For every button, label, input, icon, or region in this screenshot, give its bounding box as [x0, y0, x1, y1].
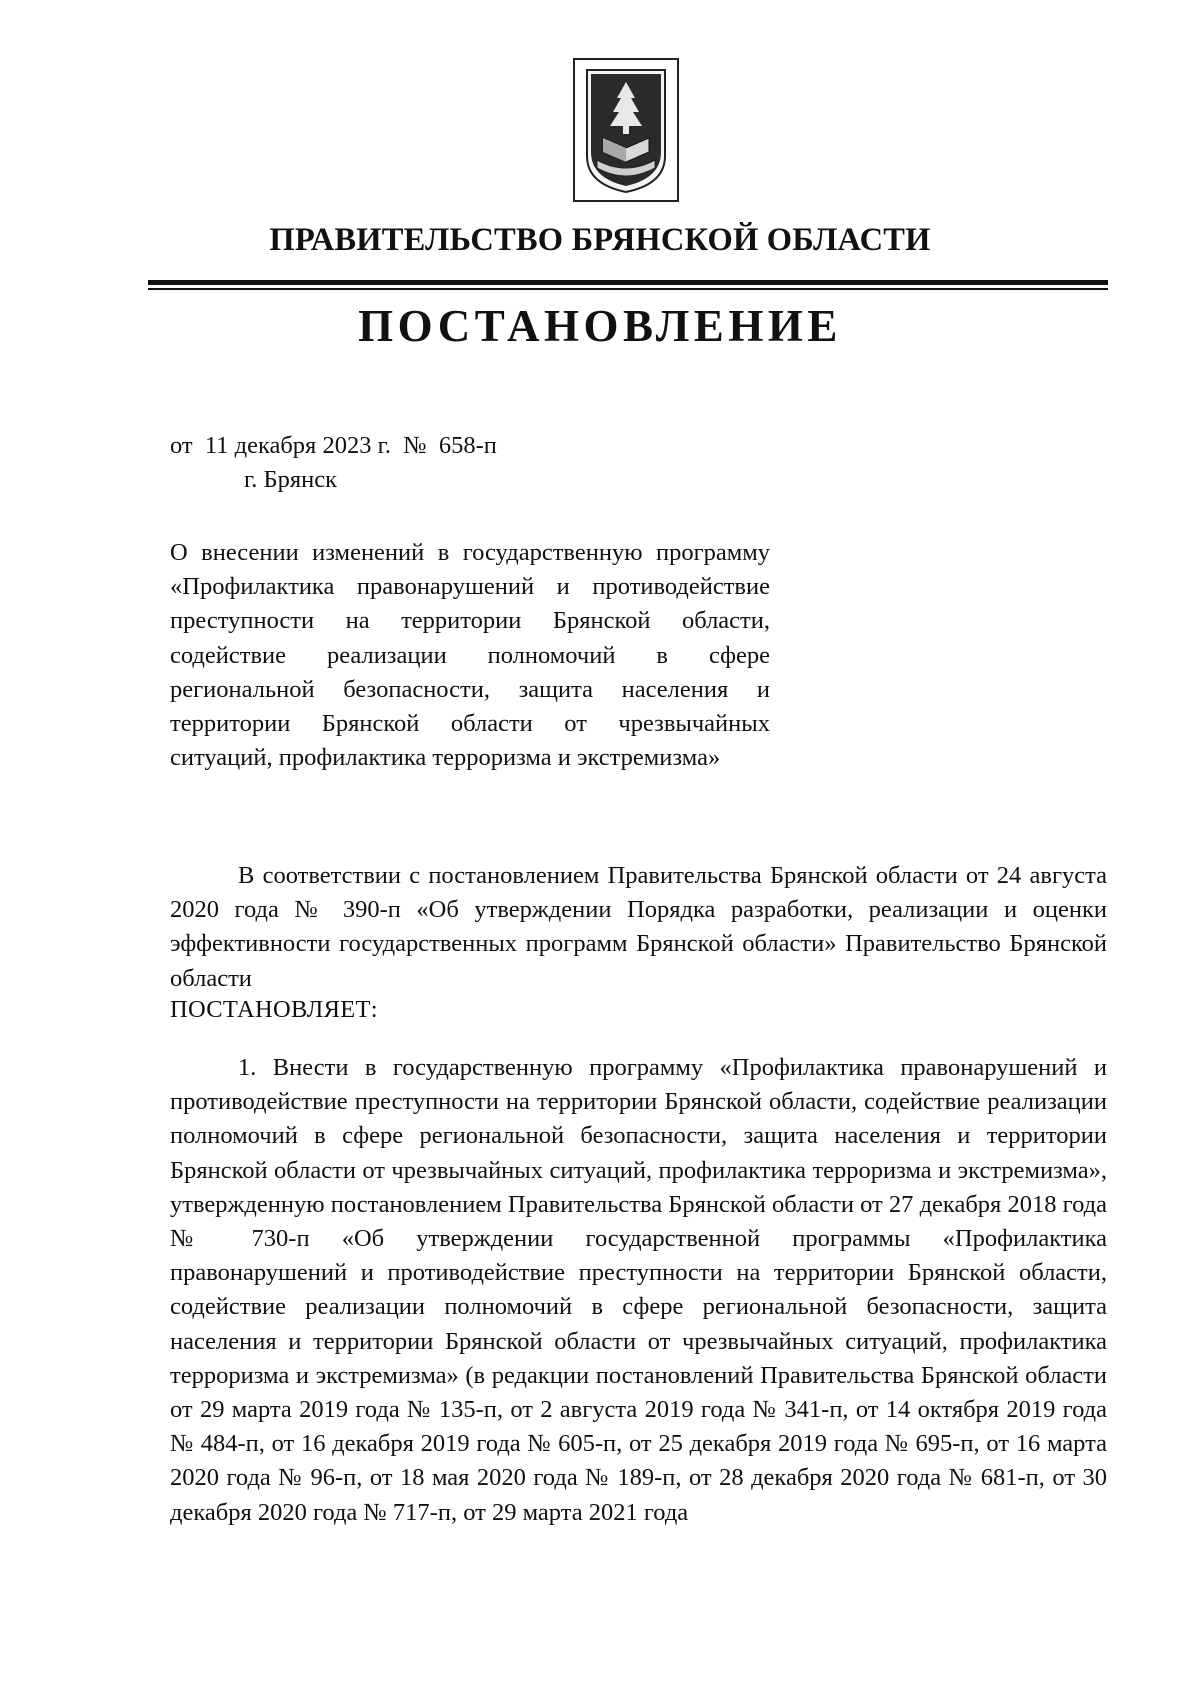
document-subject: О внесении изменений в государственную программу «Профилактика правонарушений и противодействие преступности на территории Брянской области, содействие реализации полномочий в сфере региональной безопасности, защита населения и территории Брянской области от чрезвычайных ситуаций, профилактика терроризма и экстремизма»	[170, 539, 770, 772]
preamble-paragraph: В соответствии с постановлением Правительства Брянской области от 24 августа 2020 года № 390-п «Об утверждении Порядка разработки, реализации и оценки эффективности государственных программ Брянской области» Правительство Брянской области	[170, 862, 1107, 992]
item-1-paragraph: 1. Внести в государственную программу «Профилактика правонарушений и противодействие преступности на территории Брянской области, содействие реализации полномочий в сфере региональной безопасности, защита населения и территории Брянской области от чрезвычайных ситуаций, профилактика терроризма и экстремизма», утвержденную постановлением Правительства Брянской области от 27 декабря 2018 года № 730-п «Об утверждении государственной программы «Профилактика правонарушений и противодействие преступности на территории Брянской области, содействие реализации полномочий в сфере региональной безопасности, защита населения и территории Брянской области от чрезвычайных ситуаций, профилактика терроризма и экстремизма» (в редакции постановлений Правительства Брянской области от 29 марта 2019 года № 135-п, от 2 августа 2019 года № 341-п, от 14 октября 2019 года № 484-п, от 16 декабря 2019 года № 605-п, от 25 декабря 2019 года № 695-п, от 16 марта 2020 года № 96-п, от 18 мая 2020 года № 189-п, от 28 декабря 2020 года № 681-п, от 30 декабря 2020 года № 717-п, от 29 марта 2021 года	[170, 1054, 1107, 1526]
decree-keyword: ПОСТАНОВЛЯЕТ:	[170, 996, 378, 1023]
header-divider-thin	[148, 288, 1108, 290]
government-title: ПРАВИТЕЛЬСТВО БРЯНСКОЙ ОБЛАСТИ	[269, 222, 931, 258]
document-type-heading: ПОСТАНОВЛЕНИЕ	[358, 301, 842, 351]
document-city: г. Брянск	[244, 466, 338, 493]
document-date-number: от 11 декабря 2023 г. № 658-п	[170, 432, 497, 459]
header-divider-thick	[148, 280, 1108, 285]
coat-of-arms-emblem	[573, 58, 679, 202]
